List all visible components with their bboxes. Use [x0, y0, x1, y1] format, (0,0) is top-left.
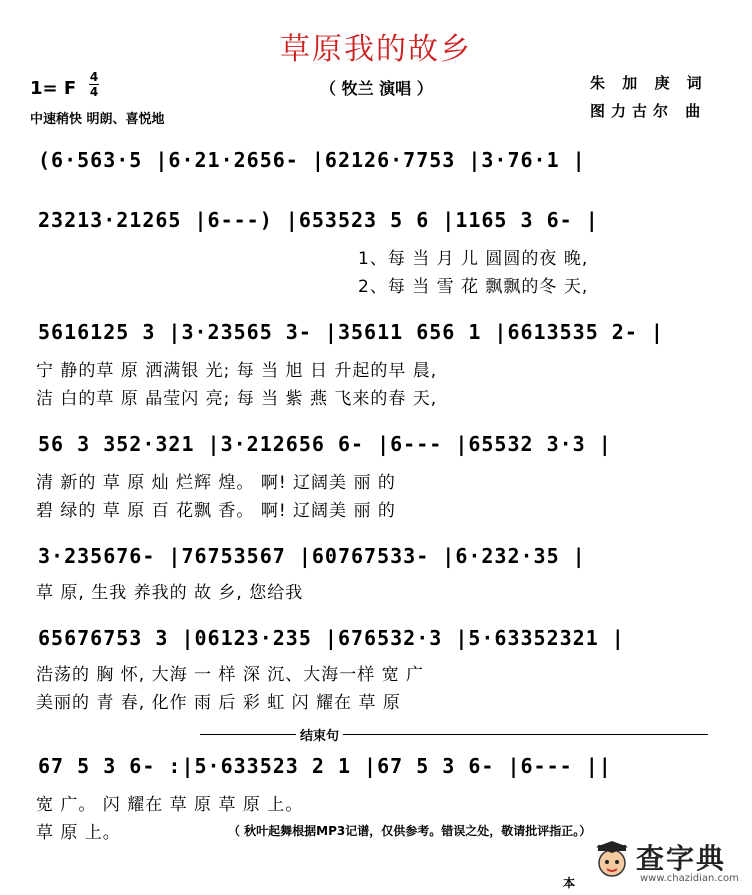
time-bottom: 4 [89, 85, 99, 99]
lyric-line-7-verse-1: 宽 广。 闪 耀在 草 原 草 原 上。 [36, 795, 304, 815]
score-line-4: 56 3 352·321 |3·212656 6- |6--- |65532 3·3 | [38, 432, 612, 456]
lyric-line-6-verse-2: 美丽的 青 春, 化作 雨 后 彩 虹 闪 耀在 草 原 [36, 693, 401, 713]
lyric-line-7-verse-2: 草 原 上。 [36, 823, 121, 843]
time-signature [88, 70, 100, 99]
lyricist-credit: 朱 加 庚 词 [590, 74, 708, 92]
watermark-name: 查字典 [636, 842, 727, 875]
score-line-1: (6·563·5 |6·21·2656- |62126·7753 |3·76·1 | [38, 148, 586, 172]
lyric-line-4-verse-1: 清 新的 草 原 灿 烂辉 煌。 啊! 辽阔美 丽 的 [36, 473, 396, 493]
score-line-3: 5616125 3 |3·23565 3- |35611 656 1 |6613535 2- | [38, 320, 664, 344]
time-top: 4 [89, 70, 99, 84]
lyric-line-3-verse-2: 洁 白的草 原 晶莹闪 亮; 每 当 紫 燕 飞来的春 天, [36, 389, 438, 409]
lyric-line-6-verse-1: 浩荡的 胸 怀, 大海 一 样 深 沉、大海一样 宽 广 [36, 665, 425, 685]
watermark-logo [590, 831, 740, 891]
score-line-2: 23213·21265 |6---) |653523 5 6 |1165 3 6- | [38, 208, 599, 232]
ending-label: 结束句 [296, 725, 343, 744]
lyric-line-2-verse-2: 2、每 当 雪 花 飘飘的冬 天, [358, 277, 589, 297]
tempo-marking: 中速稍快 明朗、喜悦地 [30, 112, 165, 127]
performer-credit: （ 牧兰 演唱 ） [320, 79, 433, 98]
key-signature: 1= F [30, 78, 77, 99]
footnote: （ 秋叶起舞根据MP3记谱，仅供参考。错误之处，敬请批评指正。） [228, 824, 592, 838]
watermark-url: www.chazidian.com [640, 873, 739, 884]
ending-bracket-line [200, 734, 708, 735]
composer-credit: 图力古尔 曲 [590, 102, 707, 120]
lyric-line-5: 草 原, 生我 养我的 故 乡, 您给我 [36, 583, 304, 603]
score-line-7: 67 5 3 6- :|5·633523 2 1 |67 5 3 6- |6--- || [38, 754, 612, 778]
score-line-6: 65676753 3 |06123·235 |676532·3 |5·63352321 | [38, 626, 625, 650]
mascot-icon [592, 839, 632, 879]
lyric-line-2-verse-1: 1、每 当 月 儿 圆圆的夜 晚, [358, 249, 589, 269]
song-title: 草原我的故乡 [280, 32, 472, 67]
score-line-5: 3·235676- |76753567 |60767533- |6·232·35 | [38, 544, 586, 568]
corner-char: 本 [563, 876, 576, 890]
lyric-line-3-verse-1: 宁 静的草 原 洒满银 光; 每 当 旭 日 升起的早 晨, [36, 361, 438, 381]
lyric-line-4-verse-2: 碧 绿的 草 原 百 花飘 香。 啊! 辽阔美 丽 的 [36, 501, 396, 521]
